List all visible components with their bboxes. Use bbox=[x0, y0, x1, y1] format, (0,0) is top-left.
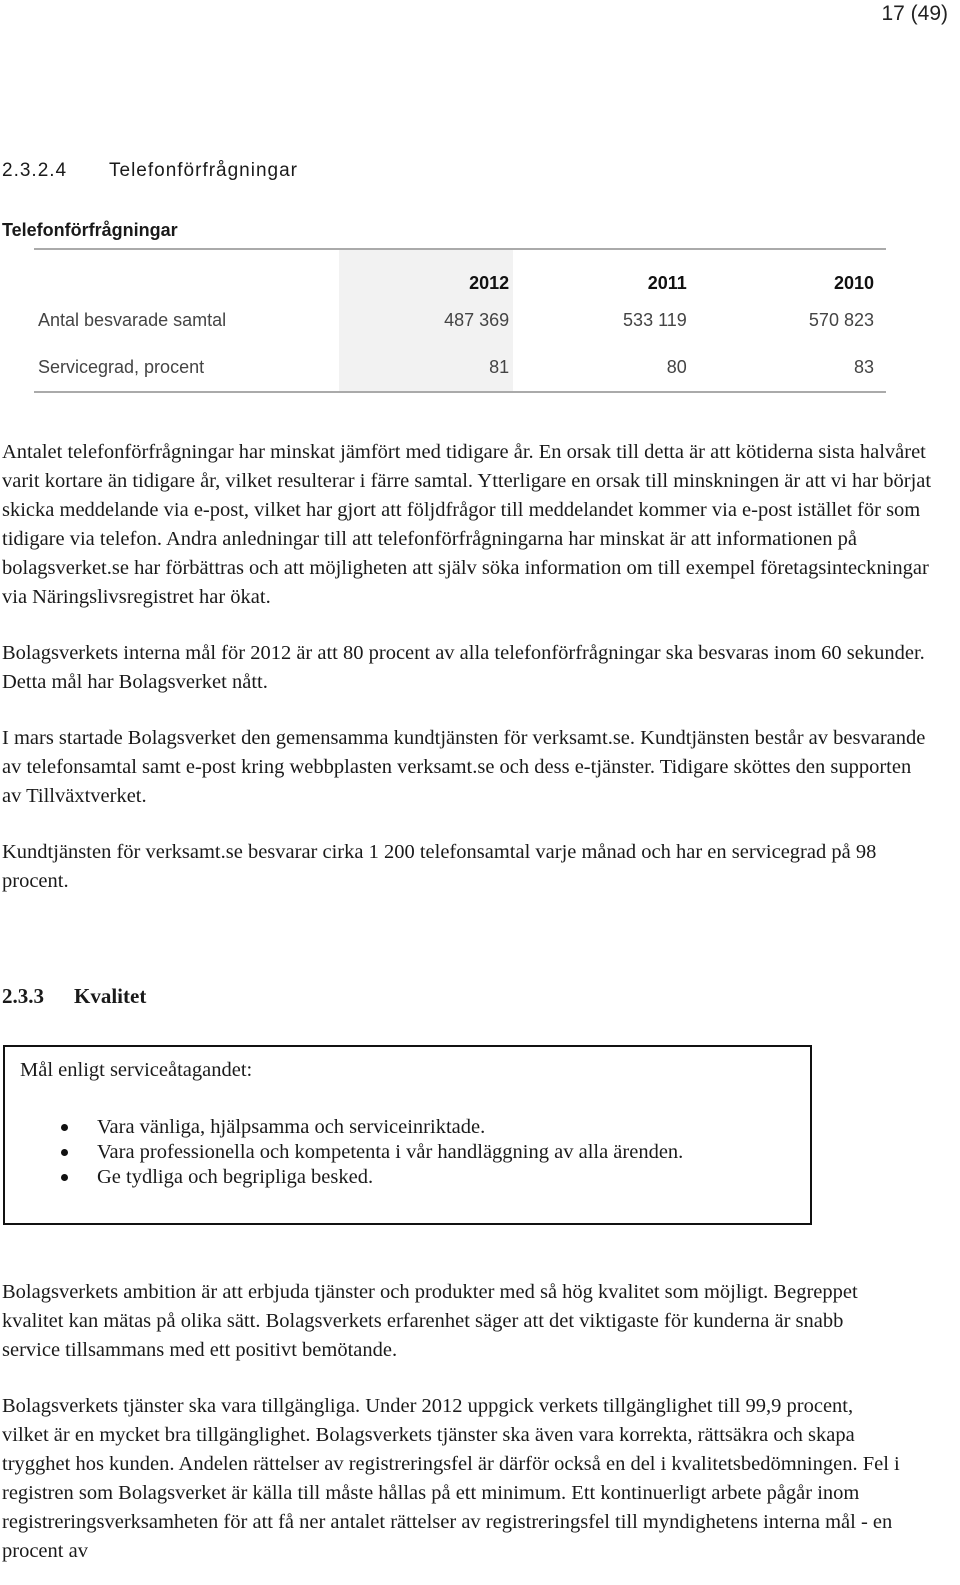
row-label: Antal besvarade samtal bbox=[38, 309, 227, 330]
column-header: 2011 bbox=[647, 273, 687, 293]
goal-list-item: Vara vänliga, hjälpsamma och serviceinriktade. bbox=[97, 1115, 683, 1140]
table-cell: 81 bbox=[339, 344, 513, 392]
paragraph: I mars startade Bolagsverket den gemensamma kundtjänsten för verksamt.se. Kundtjänsten består av besvarande av telefonsamtal samt e-post kring webbplasten verksamt.se och dess e-tjänster. Tidigare sköttes den supporten av Tillväxtverket. bbox=[2, 727, 926, 807]
subsection-number: 2.3.3 bbox=[2, 984, 44, 1008]
subsection-heading bbox=[2, 984, 146, 1009]
body-text-block-1 bbox=[2, 438, 932, 896]
paragraph: Bolagsverkets interna mål för 2012 är att 80 procent av alla telefonförfrågningar ska besvaras inom 60 sekunder. Detta mål har Bolagsverket nått. bbox=[2, 642, 925, 693]
goal-box bbox=[3, 1045, 812, 1225]
table-row bbox=[34, 296, 886, 344]
row-label: Servicegrad, procent bbox=[38, 357, 205, 377]
table-cell: 570 823 bbox=[808, 309, 874, 330]
table-caption: Telefonförfrågningar bbox=[2, 220, 178, 240]
column-header: 2012 bbox=[339, 249, 513, 296]
table-cell: 83 bbox=[853, 357, 874, 377]
page-number: 17 (49) bbox=[881, 2, 948, 25]
paragraph: Bolagsverkets ambition är att erbjuda tjänster och produkter med så hög kvalitet som möjligt. Begreppet kvalitet kan mätas på olika sätt. Bolagsverkets erfarenhet säger att det viktigaste för kunderna är snabb service tillsammans med ett positivt bemötande. bbox=[2, 1281, 858, 1361]
goal-box-title: Mål enligt serviceåtagandet: bbox=[20, 1059, 253, 1081]
paragraph: Bolagsverkets tjänster ska vara tillgängliga. Under 2012 uppgick verkets tillgänglighet till 99,9 procent, vilket är en mycket bra tillgänglighet. Bolagsverkets tjänster ska även vara korrekta, rättsäkra och skapa trygghet hos kunden. Andelen rättelser av registreringsfel är därför också en del i kvalitetsbedömningen. Fel i registren som Bolagsverket är källa till måste hållas på ett minimum. Ett kontinuerligt arbete pågår inom registreringsverksamheten för att få ner antalet rättelser av registreringsfel till myndighetens interna mål - en procent av bbox=[2, 1395, 900, 1562]
statistics-table bbox=[34, 248, 886, 393]
table-header-row bbox=[34, 249, 886, 296]
section-heading bbox=[2, 160, 298, 182]
table-row bbox=[34, 344, 886, 392]
paragraph: Antalet telefonförfrågningar har minskat jämfört med tidigare år. En orsak till detta är att kötiderna sista halvåret varit kortare än tidigare år, vilket resulterar i färre samtal. Ytterligare en orsak till minskningen är att vi har börjat skicka meddelande via e-post, vilket har gjort att följdfrågor till meddelandet kommer via e-post istället för som tidigare via telefon. Andra anledningar till att telefonförfrågningarna har minskat är att informationen på bolagsverket.se har förbättras och att möjligheten att själv söka information om till exempel företagsinteckningar via Näringslivsregistret har ökat. bbox=[2, 441, 932, 608]
table-cell: 533 119 bbox=[623, 309, 687, 330]
header-empty-cell bbox=[34, 249, 339, 296]
goal-list-item: Ge tydliga och begripliga besked. bbox=[97, 1165, 683, 1190]
column-header: 2010 bbox=[833, 273, 874, 293]
paragraph: Kundtjänsten för verksamt.se besvarar cirka 1 200 telefonsamtal varje månad och har en servicegrad på 98 procent. bbox=[2, 841, 877, 892]
table-cell: 80 bbox=[666, 357, 687, 377]
body-text-block-2 bbox=[2, 1278, 902, 1566]
table-cell: 487 369 bbox=[339, 296, 513, 344]
section-number: 2.3.2.4 bbox=[2, 160, 68, 181]
section-title: Telefonförfrågningar bbox=[109, 160, 298, 181]
subsection-title: Kvalitet bbox=[74, 984, 147, 1008]
goal-list-item: Vara professionella och kompetenta i vår handläggning av alla ärenden. bbox=[97, 1141, 684, 1163]
goal-list bbox=[5, 1115, 683, 1190]
